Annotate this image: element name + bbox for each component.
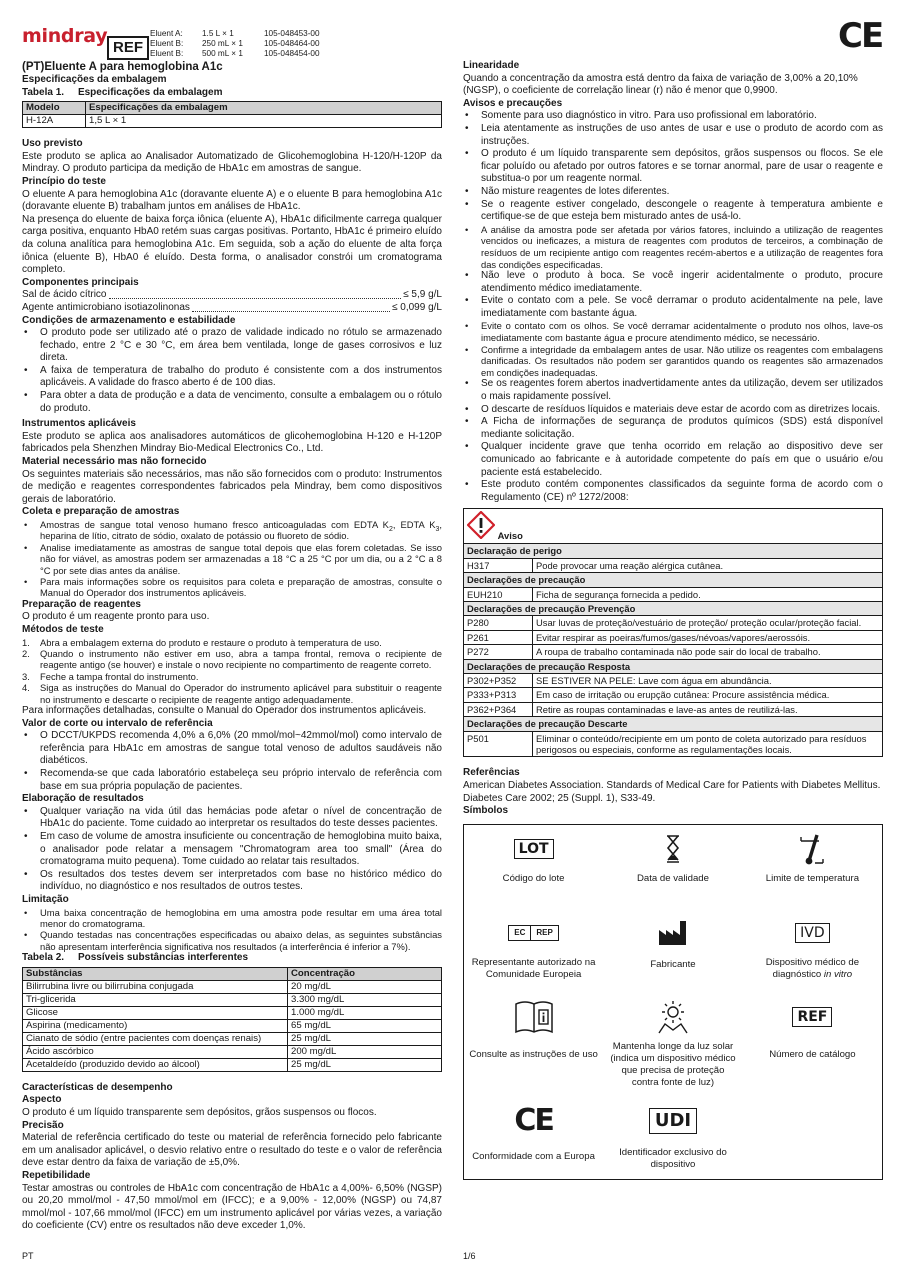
instrumentos-text: Este produto se aplica aos analisadores automáticos de glicohemoglobina H-120 e H-120P fabricados pela Shenzhen Mindray Bio-Medical Electronics Co., Ltd. — [22, 430, 442, 455]
component-name: Agente antimicrobiano isotiazolinonas — [22, 301, 190, 313]
ghs-statement: Ficha de segurança fornecida a pedido. — [533, 587, 883, 601]
elaboracao-list — [22, 806, 442, 894]
table-row — [464, 645, 883, 659]
exclamation-hazard-icon — [467, 511, 495, 541]
eluent-label: Eluent A: — [150, 29, 183, 38]
symbol-label — [747, 957, 878, 981]
eluent-code: 105-048464-00 — [264, 39, 320, 48]
table2-caption: Tabela 2. Possíveis substâncias interferentes — [22, 952, 249, 964]
list-item: • Confirme a integridade da embalagem antes de usar. Não utilize os reagentes com embalagens danificadas. Os resultados não podem ser garantidos quando os reagentes são armazenados em condições inadequadas. — [463, 344, 883, 379]
symbol-label: Identificador exclusivo do dispositivo — [619, 1146, 727, 1170]
coleta-heading: Coleta e preparação de amostras — [22, 506, 180, 518]
ce-icon: CE — [514, 1102, 553, 1138]
ghs-section-header: Declarações de precaução Prevenção — [464, 602, 883, 616]
eluent-line — [150, 39, 320, 49]
coleta-text: Amostras de sangue total venoso humano fresco anticoaguladas com EDTA K — [40, 519, 389, 530]
list-item: • Os resultados dos testes devem ser interpretados com base no histórico médico do indivíduo, no diagnóstico e nos resultados de outros testes. — [22, 869, 442, 894]
principio-text-1: O eluente A para hemoglobina A1c (doravante eluente A) e o eluente B para hemoglobina A1c (doravante eluente B) trabalham juntos em análises de HbA1c. — [22, 188, 442, 213]
symbol-cell-sunlight — [603, 993, 743, 1095]
list-item: • Somente para uso diagnóstico in vitro. Para uso profissional em laboratório. — [463, 110, 883, 123]
list-item: • O descarte de resíduos líquidos e materiais deve estar de acordo com as diretrizes locais. — [463, 404, 883, 417]
aspecto-heading: Aspecto — [22, 1094, 62, 1106]
hourglass-icon — [607, 831, 739, 867]
linearidade-text: Quando a concentração da amostra está dentro da faixa de variação de 3,00% a 20,10% (NGSP), o coeficiente de correlação linear (r) não é menor que 0,9900. — [463, 72, 858, 97]
ref-symbol: REF — [107, 36, 149, 60]
component-name: Sal de ácido cítrico — [22, 289, 107, 301]
repetibilidade-heading: Repetibilidade — [22, 1169, 91, 1181]
document-title: (PT)Eluente A para hemoglobina A1c — [22, 61, 223, 73]
table-row — [23, 1045, 442, 1058]
symbol-label: Consulte as instruções de uso — [469, 1048, 598, 1060]
ghs-code: EUH210 — [464, 587, 533, 601]
table1-header-spec: Especificações da embalagem — [86, 102, 442, 115]
table2-cell: Cianato de sódio (entre pacientes com doenças renais) — [23, 1032, 288, 1045]
pkg-heading: Especificações da embalagem — [22, 74, 167, 85]
eluent-label: Eluent B: — [150, 49, 184, 58]
instrumentos-heading: Instrumentos aplicáveis — [22, 418, 136, 430]
list-item: • Qualquer incidente grave que tenha ocorrido em relação ao dispositivo deve ser comunicado ao fabricante e à autoridade competente do país em que o usuário e/ou paciente está estabelecido. — [463, 441, 883, 479]
precisao-text: Material de referência certificado do teste ou material de referência fornecido pelo fabricante em um analisador aplicável, o desvio relativo entre o resultado do teste e o valor de referência deve estar dentro da faixa de variação de ±5,0%. — [22, 1132, 442, 1169]
table-row — [464, 587, 883, 601]
table2-cell: Acetaldeído (produzido devido ao álcool) — [23, 1058, 288, 1071]
component-value: ≤ 5,9 g/L — [403, 289, 442, 301]
table1-cell: 1,5 L × 1 — [86, 115, 442, 128]
table2-cell: 25 mg/dL — [288, 1032, 442, 1045]
simbolos-heading: Símbolos — [463, 805, 509, 817]
avisos-heading: Avisos e precauções — [463, 97, 563, 109]
thermometer-icon — [747, 831, 878, 867]
mindray-logo: mindray — [22, 25, 108, 47]
symbol-label: Limite de temperatura — [765, 872, 860, 884]
aspecto-text: O produto é um líquido transparente sem depósitos, grãos suspensos ou flocos. — [22, 1106, 377, 1118]
ghs-code: P302+P352 — [464, 674, 533, 688]
list-item: • Evite o contato com a pele. Se você derramar o produto acidentalmente na pele, lave imediatamente com bastante água. — [463, 295, 883, 320]
ghs-code: P333+P313 — [464, 688, 533, 702]
table-interferents — [22, 967, 442, 1072]
list-item: • Qualquer variação na vida útil das hemácias pode afetar o nível de concentração de HbA1c do paciente. Tome cuidado ao interpretar os resultados do teste desses pacientes. — [22, 806, 442, 831]
symbol-cell-lot — [464, 824, 604, 909]
symbol-cell-ref — [743, 993, 883, 1095]
component-row — [22, 289, 442, 302]
table-row — [464, 688, 883, 702]
material-text: Os seguintes materiais são necessários, mas não são fornecidos com o produto: Instrumentos de medição e reagentes correspondentes fabricados pela Mindray, bem como dispositivos gerais de laboratório. — [22, 468, 442, 505]
table2-cell: 1.000 mg/dL — [288, 1006, 442, 1019]
ec-rep-text: EC — [509, 926, 531, 940]
table-row — [23, 993, 442, 1006]
ghs-statement: Evitar respirar as poeiras/fumos/gases/névoas/vapores/aerossóis. — [533, 630, 883, 644]
instructions-icon — [468, 999, 599, 1035]
metodos-heading: Métodos de teste — [22, 624, 104, 636]
ghs-code: P272 — [464, 645, 533, 659]
symbol-cell-manufacturer — [603, 909, 743, 993]
table-row — [23, 1006, 442, 1019]
componentes-heading: Componentes principais — [22, 276, 139, 288]
uso-heading: Uso previsto — [22, 138, 83, 150]
table1-header-model: Modelo — [23, 102, 86, 115]
table-row — [464, 616, 883, 630]
list-item: • Para obter a data de produção e a data de vencimento, consulte a embalagem ou o rótulo do produto. — [22, 390, 442, 415]
elaboracao-heading: Elaboração de resultados — [22, 793, 144, 805]
ghs-statement: Pode provocar uma reação alérgica cutânea. — [533, 558, 883, 572]
list-item: • Se o reagente estiver congelado, descongele o reagente à temperatura ambiente e certifique-se de que esteja bem misturado antes de usá-lo. — [463, 199, 883, 224]
list-item: • Leia atentamente as instruções de uso antes de usar e use o produto de acordo com as instruções. — [463, 123, 883, 148]
list-item — [22, 671, 442, 682]
right-column — [463, 60, 883, 1180]
table2-header-substance: Substâncias — [23, 967, 288, 980]
list-item — [22, 648, 442, 671]
step-text: Quando o instrumento não estiver em uso, abra a tampa frontal, remova o recipiente de reagente antigo (se houver) e instale o novo recipiente no compartimento de reagente correto. — [40, 648, 442, 671]
lot-icon: LOT — [514, 839, 554, 859]
ghs-statement: SE ESTIVER NA PELE: Lave com água em abundância. — [533, 674, 883, 688]
symbols-table — [463, 824, 883, 1180]
page-number: 1/6 — [463, 1251, 476, 1261]
eluent-line — [150, 29, 320, 39]
eluent-code: 105-048453-00 — [264, 29, 320, 38]
left-column — [22, 60, 442, 1233]
symbol-label: Conformidade com a Europa — [472, 1150, 595, 1162]
coleta-text: , heparina de lítio, citrato de sódio, oxalato de potássio ou fluoreto de sódio. — [40, 519, 442, 542]
corte-heading: Valor de corte ou intervalo de referência — [22, 717, 213, 729]
table-row — [464, 558, 883, 572]
symbol-cell-udi — [603, 1095, 743, 1180]
principio-heading: Princípio do teste — [22, 175, 106, 187]
ec-rep-text: REP — [536, 927, 553, 937]
ghs-table — [463, 508, 883, 757]
corte-list — [22, 730, 442, 793]
table2-cell: 20 mg/dL — [288, 980, 442, 993]
symbol-label: Fabricante — [650, 958, 696, 970]
ghs-statement: Usar luvas de proteção/vestuário de proteção/ proteção ocular/proteção facial. — [533, 616, 883, 630]
symbol-label: Número de catálogo — [769, 1048, 856, 1060]
list-item: • A análise da amostra pode ser afetada por vários fatores, incluindo a utilização de reagentes vencidos ou ineficazes, a mistura de reagentes com produtos de terceiros, a combinação de resíduos de um recipiente antigo com reagentes recém-abertos e a utilização de reagentes fora das condições especificadas. — [463, 224, 883, 270]
ghs-code: P261 — [464, 630, 533, 644]
factory-icon — [607, 915, 739, 951]
component-row — [22, 302, 442, 315]
list-item: • Uma baixa concentração de hemoglobina em uma amostra pode resultar em uma área total menor do cromatograma. — [22, 907, 442, 930]
list-item: • Para mais informações sobre os requisitos para coleta e preparação de amostras, consulte o Manual do Operador dos instrumentos aplicáveis. — [22, 576, 442, 599]
eluent-quantity: 500 mL × 1 — [202, 49, 243, 58]
list-item: • A Ficha de informações de segurança de produtos químicos (SDS) está disponível mediante solicitação. — [463, 416, 883, 441]
ghs-signal-cell — [464, 509, 883, 544]
metodos-list — [22, 637, 442, 705]
armazenamento-heading: Condições de armazenamento e estabilidade — [22, 314, 236, 326]
step-text: Siga as instruções do Manual do Operador do instrumento aplicável para substituir o reagente no instrumento e descarte o recipiente de reagente antigo adequadamente. — [40, 682, 442, 705]
symbol-cell-temperature — [743, 824, 883, 909]
preparacao-text: O produto é um reagente pronto para uso. — [22, 611, 210, 623]
table-row — [464, 702, 883, 716]
coleta-list — [22, 519, 442, 599]
ce-mark: CE — [838, 16, 883, 56]
ghs-code: P362+P364 — [464, 702, 533, 716]
table2-cell: Aspirina (medicamento) — [23, 1019, 288, 1032]
step-text: Abra a embalagem externa do produto e restaure o produto à temperatura de uso. — [40, 636, 382, 648]
table2-cell: Tri-glicerida — [23, 993, 288, 1006]
table2-cell: 65 mg/dL — [288, 1019, 442, 1032]
list-item: • Recomenda-se que cada laboratório estabeleça seu próprio intervalo de referência com base em sua própria população de pacientes. — [22, 768, 442, 793]
symbol-label: Representante autorizado na Comunidade Europeia — [471, 956, 596, 980]
list-item: • O produto é um líquido transparente sem depósitos, grãos suspensos ou flocos. Se ele ficar poluído ou afetado por outros fatores e se tornar anormal, pare de usar o reagente e substitua-o por um reagente normal. — [463, 148, 883, 186]
limitacao-heading: Limitação — [22, 893, 69, 905]
table2-cell: 25 mg/dL — [288, 1058, 442, 1071]
list-item: • Este produto contém componentes classificados da seguinte forma de acordo com o Regulamento (CE) nº 1272/2008: — [463, 479, 883, 504]
ghs-statement: Eliminar o conteúdo/recipiente em um ponto de coleta autorizado para resíduos perigosos ou especiais, conforme as regulamentações locais. — [533, 731, 883, 757]
signal-word: Aviso — [497, 530, 523, 542]
eluent-code: 105-048454-00 — [264, 49, 320, 58]
table-row — [23, 1032, 442, 1045]
list-item: • O produto pode ser utilizado até o prazo de validade indicado no rótulo se armazenado fechado, entre 2 °C e 30 °C, em área bem ventilada, longe de gases corrosivos e luz direta. — [22, 327, 442, 365]
symbol-cell-ce — [464, 1095, 604, 1180]
table-packaging — [22, 101, 442, 128]
symbol-cell-ifu — [464, 993, 604, 1095]
ivd-label-italic: in vitro — [823, 968, 853, 980]
ref-icon: REF — [792, 1007, 832, 1027]
table1-caption: Tabela 1. Especificações da embalagem — [22, 86, 223, 98]
list-item: • Quando testadas nas concentrações especificadas ou abaixo delas, as seguintes substâncias não apresentam interferência significativa nos resultados (a interferência é inferior a 7%). — [22, 929, 442, 952]
step-number: 3. — [22, 670, 30, 682]
symbol-cell-empty — [743, 1095, 883, 1180]
table2-cell: 200 mg/dL — [288, 1045, 442, 1058]
list-item: • Analise imediatamente as amostras de sangue total depois que elas forem coletadas. Se isso não for viável, as amostras podem ser armazenadas a 18 °C a 25 °C por um dia, ou a 2 °C a 8 °C por sete dias antes da análise. — [22, 542, 442, 576]
table2-cell: 3.300 mg/dL — [288, 993, 442, 1006]
list-item — [22, 519, 442, 542]
eluent-quantity: 250 mL × 1 — [202, 39, 243, 48]
table-row — [464, 630, 883, 644]
step-text: Feche a tampa frontal do instrumento. — [40, 670, 199, 682]
coleta-text: , EDTA K — [392, 519, 436, 530]
ghs-code: P280 — [464, 616, 533, 630]
ivd-icon: IVD — [795, 923, 830, 943]
ghs-code: P501 — [464, 731, 533, 757]
step-number: 4. — [22, 682, 30, 694]
repetibilidade-text: Testar amostras ou controles de HbA1c com concentração de HbA1c a 4,00%- 6,50% (NGSP) ou 20,20 mmol/mol - 47,50 mmol/mol em (IFCC); e a 9,00% - 12,00% (NGSP) ou 74,87 mmol/mol - 107,66 mmol/mol (IFCC) em um instrumento aplicável por várias vezes, a variação do coeficiente (CV) entre os resultados não deve exceder 1,0%. — [22, 1182, 442, 1232]
list-item — [22, 637, 442, 648]
material-heading: Material necessário mas não fornecido — [22, 456, 207, 468]
table-row — [464, 731, 883, 757]
list-item — [22, 682, 442, 705]
list-item: • Se os reagentes forem abertos inadvertidamente antes da utilização, devem ser utilizados o mais rapidamente possível. — [463, 378, 883, 403]
table2-cell: Bilirrubina livre ou bilirrubina conjugada — [23, 980, 288, 993]
symbol-label: Mantenha longe da luz solar (indica um dispositivo médico que precisa de proteção contra fonte de luz) — [610, 1040, 736, 1088]
list-item: • O DCCT/UKPDS recomenda 4,0% a 6,0% (20 mmol/mol~42mmol/mol) como intervalo de referência para HbA1c em amostras de sangue total venoso de adultos saudáveis não diabéticos. — [22, 730, 442, 768]
uso-text: Este produto se aplica ao Analisador Automatizado de Glicohemoglobina H-120/H-120P da Mindray. O produto participa da medição de HbA1c em amostras de sangue. — [22, 150, 442, 175]
list-item: • A faixa de temperatura de trabalho do produto é consistente com a dos instrumentos aplicáveis. A validade do frasco aberto é de 100 dias. — [22, 365, 442, 390]
step-number: 2. — [22, 648, 30, 660]
preparacao-heading: Preparação de reagentes — [22, 598, 141, 610]
eluent-codes — [150, 29, 320, 59]
table-row — [23, 980, 442, 993]
table-row — [23, 1058, 442, 1071]
ghs-section-header: Declarações de precaução Descarte — [464, 717, 883, 731]
ghs-section-header: Declarações de precaução Resposta — [464, 659, 883, 673]
ghs-section-header: Declaração de perigo — [464, 544, 883, 558]
avisos-list — [463, 110, 883, 504]
list-item: • Evite o contato com os olhos. Se você derramar acidentalmente o produto nos olhos, lave-os imediatamente com bastante água e procure atendimento médico, se necessário. — [463, 320, 883, 343]
table-row — [23, 115, 442, 128]
eluent-quantity: 1.5 L × 1 — [202, 29, 234, 38]
subscript: 3 — [435, 525, 440, 533]
ghs-code: H317 — [464, 558, 533, 572]
symbol-cell-ivd — [743, 909, 883, 993]
eluent-label: Eluent B: — [150, 39, 184, 48]
ghs-statement: Em caso de irritação ou erupção cutânea: Procure assistência médica. — [533, 688, 883, 702]
armazenamento-list — [22, 327, 442, 415]
symbol-label: Data de validade — [636, 872, 709, 884]
ivd-label: Dispositivo médico de diagnóstico — [765, 956, 860, 980]
list-item: • Não leve o produto à boca. Se você ingerir acidentalmente o produto, procure atendimento médico imediatamente. — [463, 270, 883, 295]
ghs-statement: Retire as roupas contaminadas e lave-as antes de reutilizá-las. — [533, 702, 883, 716]
eluent-line — [150, 49, 320, 59]
table1-cell: H-12A — [23, 115, 86, 128]
table2-header-concentration: Concentração — [288, 967, 442, 980]
referencias-text: American Diabetes Association. Standards of Medical Care for Patients with Diabetes Mellitus. Diabetes Care 2002; 25 (Suppl. 1), S33-49. — [463, 780, 881, 804]
table2-cell: Ácido ascórbico — [23, 1045, 288, 1058]
symbol-cell-ec-rep — [464, 909, 604, 993]
symbol-label: Código do lote — [502, 872, 565, 884]
ghs-section-header: Declarações de precaução — [464, 573, 883, 587]
udi-icon: UDI — [649, 1108, 697, 1134]
linearidade-heading: Linearidade — [463, 60, 520, 71]
component-value: ≤ 0,099 g/L — [392, 301, 442, 313]
keep-away-sunlight-icon — [607, 999, 739, 1035]
step-number: 1. — [22, 636, 30, 648]
ghs-statement: A roupa de trabalho contaminada não pode sair do local de trabalho. — [533, 645, 883, 659]
metodos-after-text: Para informações detalhadas, consulte o Manual do Operador dos instrumentos aplicáveis. — [22, 705, 427, 717]
referencias-heading: Referências — [463, 767, 520, 779]
table-row — [464, 674, 883, 688]
symbol-cell-expiry — [603, 824, 743, 909]
table2-cell: Glicose — [23, 1006, 288, 1019]
list-item: • Não misture reagentes de lotes diferentes. — [463, 186, 883, 199]
precisao-heading: Precisão — [22, 1119, 64, 1131]
footer-language: PT — [22, 1251, 34, 1261]
limitacao-list — [22, 907, 442, 953]
subscript: 2 — [388, 525, 393, 533]
principio-text-2: Na presença do eluente de baixa força iônica (eluente A), HbA1c dificilmente carrega qualquer carga positiva, enquanto HbA0 retém suas cargas positivas. Portanto, HbA1c é primeiro eluído da coluna analítica para hemoglobina A1c. Em seguida, sob a ação do eluente de alta força iônica (eluente B), HbA0 é eluído. Desta forma, o analisador constrói um cromatograma completo. — [22, 213, 442, 276]
ec-rep-icon — [468, 915, 599, 951]
list-item: • Em caso de volume de amostra insuficiente ou concentração de hemoglobina muito baixa, o analisador pode relatar a mensagem "Chromatogram area too small" (Área do cromatograma muito pequena). Tome cuidado ao relatar tais resultados. — [22, 831, 442, 869]
table-row — [23, 1019, 442, 1032]
caracteristicas-heading: Características de desempenho — [22, 1081, 173, 1093]
